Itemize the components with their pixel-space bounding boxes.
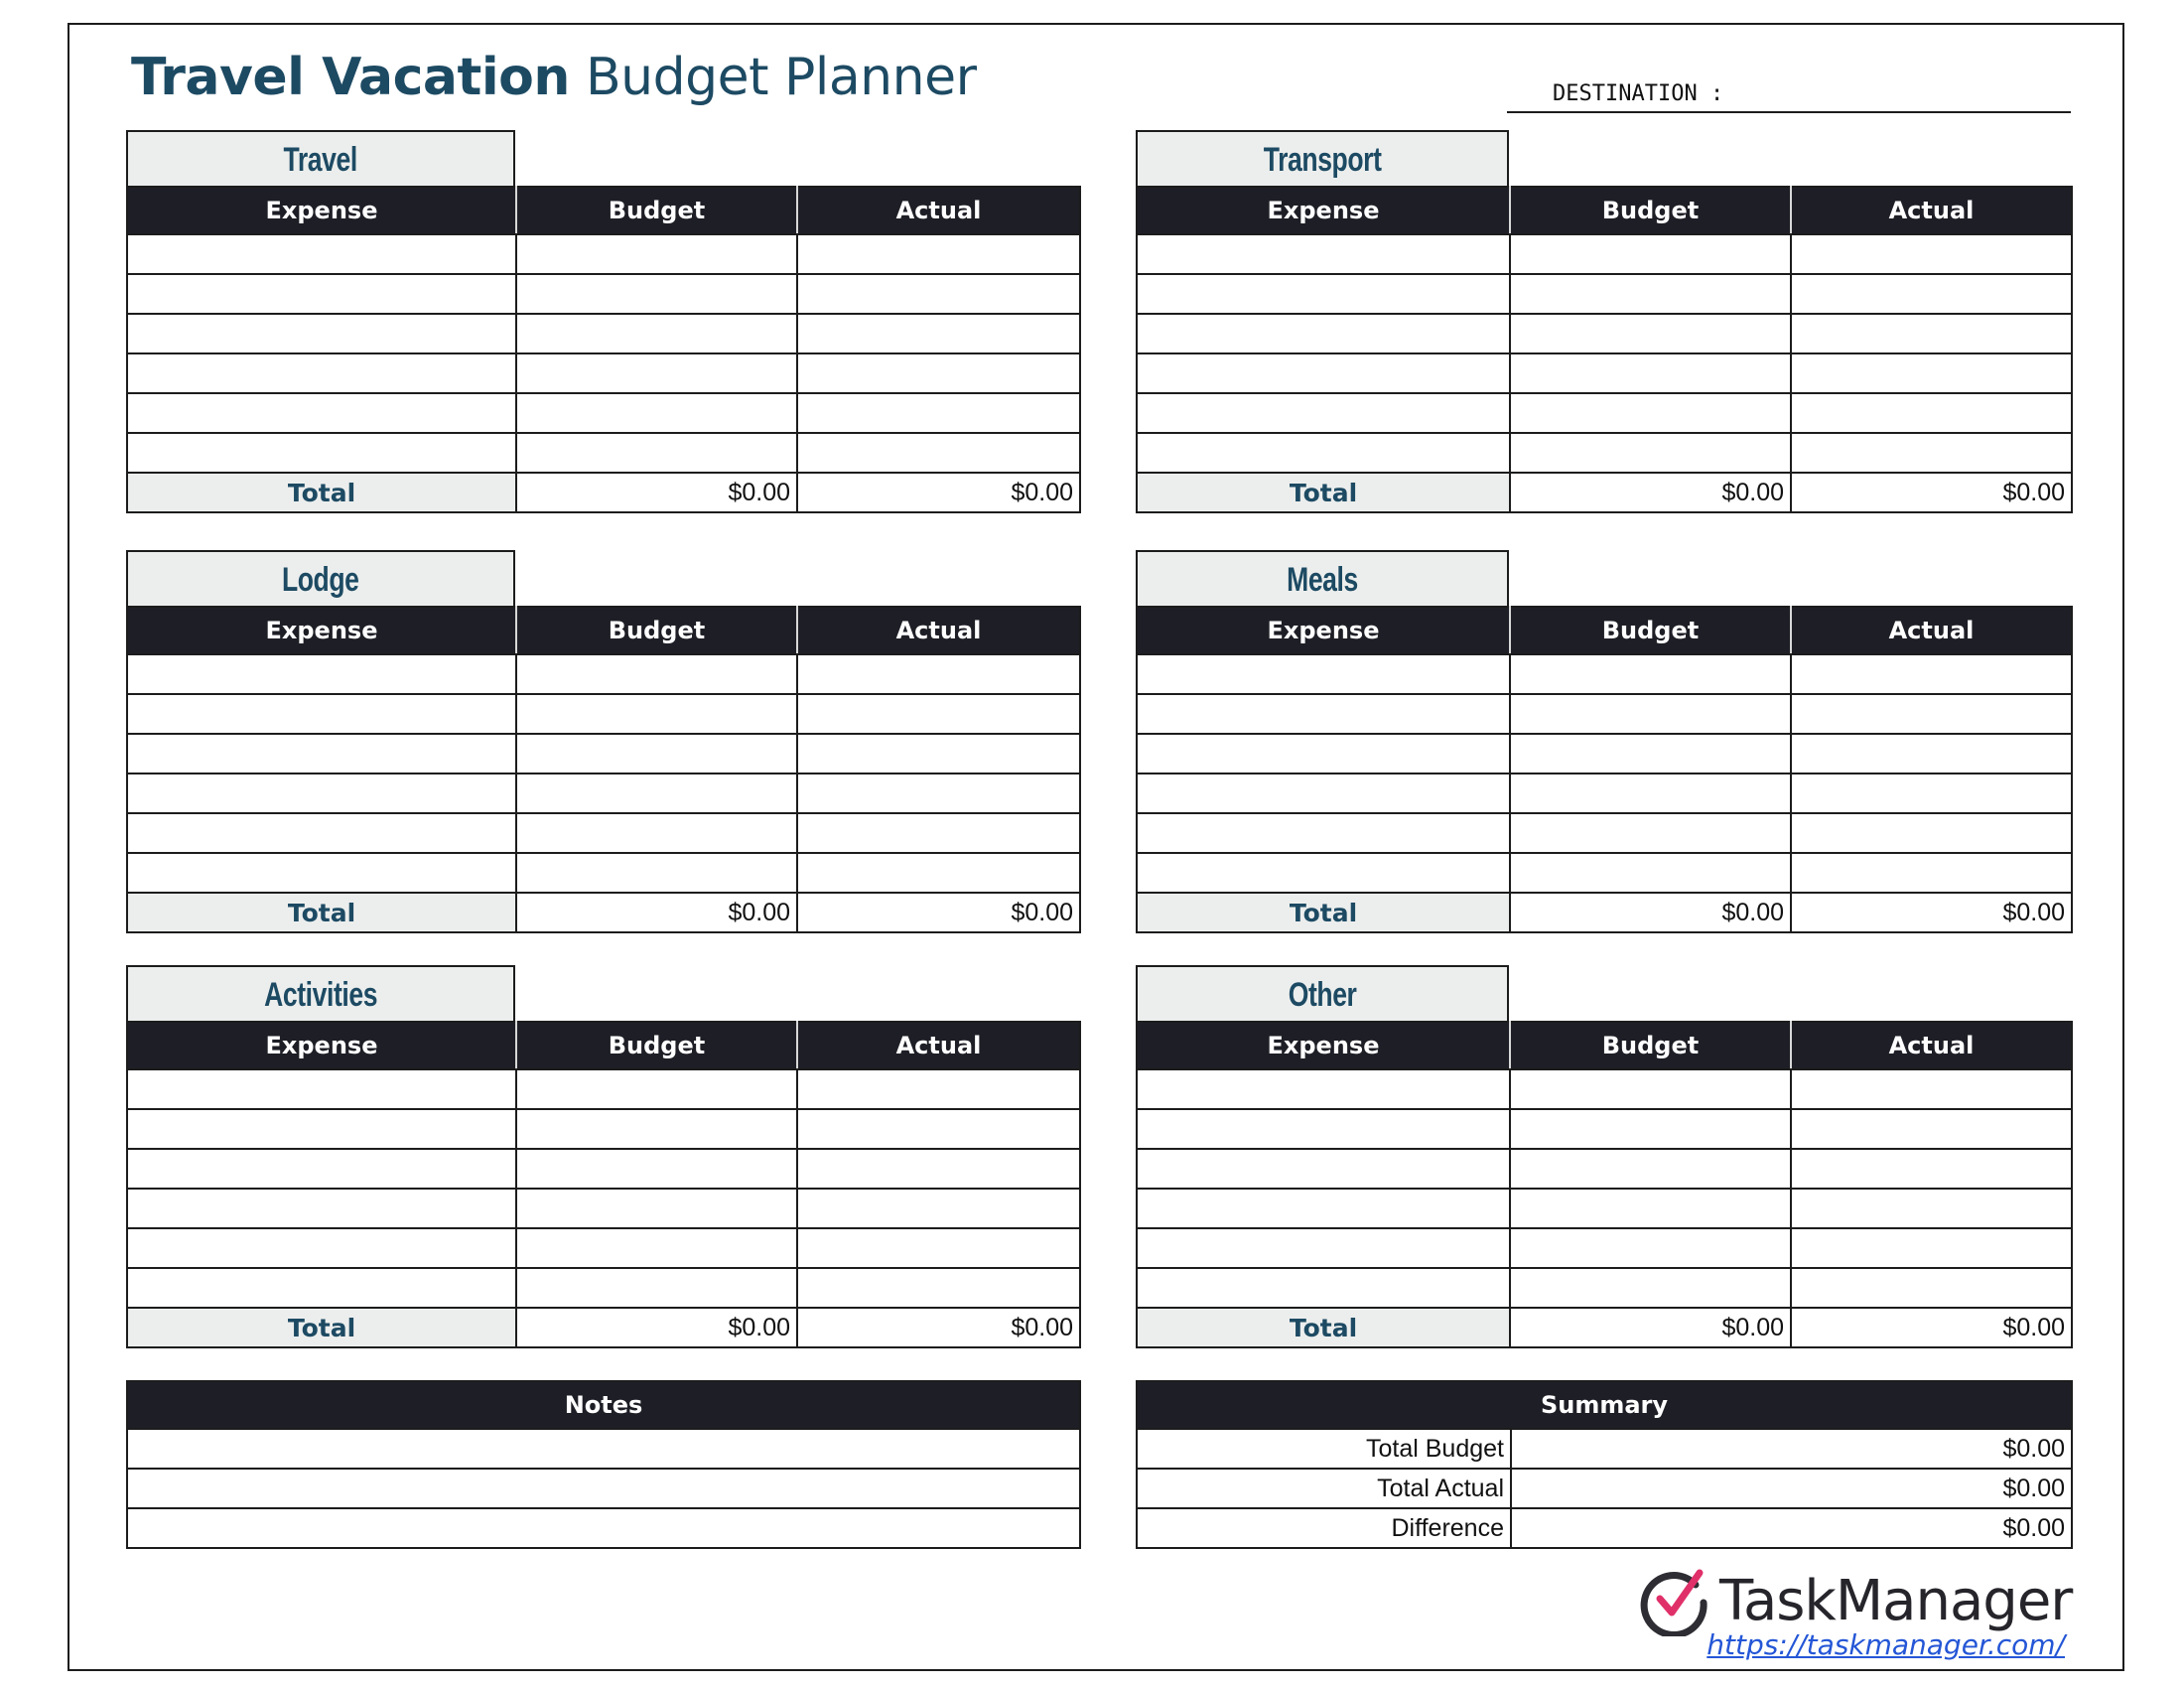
actual-cell[interactable] [797, 654, 1080, 694]
table-row [127, 774, 1080, 813]
expense-cell[interactable] [1137, 654, 1510, 694]
section-title-activities [126, 965, 515, 1023]
expense-cell[interactable] [1137, 1149, 1510, 1189]
table-row [127, 694, 1080, 734]
table-row [127, 314, 1080, 353]
table-row [127, 393, 1080, 433]
budget-total: $0.00 [1510, 1308, 1791, 1347]
actual-cell[interactable] [1791, 1189, 2072, 1228]
expense-cell[interactable] [1137, 813, 1510, 853]
total-row [1137, 1308, 2072, 1347]
actual-cell[interactable] [1791, 853, 2072, 893]
actual-cell[interactable] [1791, 1228, 2072, 1268]
actual-cell[interactable] [797, 1109, 1080, 1149]
actual-cell[interactable] [797, 734, 1080, 774]
expense-cell[interactable] [127, 654, 516, 694]
budget-total: $0.00 [516, 473, 797, 512]
expense-cell[interactable] [1137, 234, 1510, 274]
table-row [1137, 853, 2072, 893]
table-row [127, 1109, 1080, 1149]
actual-cell[interactable] [797, 433, 1080, 473]
budget-cell[interactable] [516, 1109, 797, 1149]
expense-cell[interactable] [127, 813, 516, 853]
table-row [1137, 694, 2072, 734]
expense-cell[interactable] [1137, 1228, 1510, 1268]
expense-cell[interactable] [1137, 774, 1510, 813]
budget-cell[interactable] [516, 813, 797, 853]
budget-cell[interactable] [516, 1228, 797, 1268]
total-label: Total [127, 473, 516, 512]
table-row [127, 813, 1080, 853]
expense-cell[interactable] [1137, 734, 1510, 774]
total-row [127, 1308, 1080, 1347]
budget-cell[interactable] [1510, 314, 1791, 353]
expense-cell[interactable] [127, 1109, 516, 1149]
travel-table [126, 186, 1081, 513]
table-row [127, 1069, 1080, 1109]
table-row [127, 1228, 1080, 1268]
budget-cell[interactable] [1510, 1228, 1791, 1268]
budget-cell[interactable] [516, 1069, 797, 1109]
expense-cell[interactable] [127, 853, 516, 893]
actual-total: $0.00 [1791, 1308, 2072, 1347]
header-row [127, 187, 1080, 234]
table-row [1137, 393, 2072, 433]
budget-cell[interactable] [516, 314, 797, 353]
table-row [127, 853, 1080, 893]
actual-cell[interactable] [1791, 654, 2072, 694]
expense-cell[interactable] [1137, 393, 1510, 433]
actual-cell[interactable] [1791, 314, 2072, 353]
actual-cell[interactable] [1791, 234, 2072, 274]
budget-cell[interactable] [516, 853, 797, 893]
actual-header: Actual [1791, 187, 2072, 234]
budget-cell[interactable] [1510, 1268, 1791, 1308]
actual-cell[interactable] [1791, 274, 2072, 314]
budget-header: Budget [1510, 187, 1791, 234]
budget-header: Budget [516, 607, 797, 654]
table-row [1137, 654, 2072, 694]
actual-header: Actual [1791, 1022, 2072, 1069]
table-row [1137, 774, 2072, 813]
table-row [1137, 234, 2072, 274]
notes-line[interactable] [127, 1429, 1080, 1469]
budget-cell[interactable] [516, 694, 797, 734]
budget-cell[interactable] [1510, 774, 1791, 813]
section-title-text: Travel [283, 140, 358, 179]
table-row [127, 274, 1080, 314]
expense-cell[interactable] [1137, 1109, 1510, 1149]
summary-total-budget-label: Total Budget [1137, 1429, 1511, 1469]
destination-label: DESTINATION : [1553, 81, 1724, 106]
table-row [1137, 1189, 2072, 1228]
other-table [1136, 1021, 2073, 1348]
actual-total: $0.00 [1791, 473, 2072, 512]
table-row [127, 654, 1080, 694]
table-row [127, 353, 1080, 393]
expense-cell[interactable] [127, 694, 516, 734]
total-label: Total [1137, 1308, 1510, 1347]
total-row [127, 893, 1080, 932]
expense-cell[interactable] [1137, 274, 1510, 314]
actual-cell[interactable] [797, 1189, 1080, 1228]
budget-header: Budget [516, 1022, 797, 1069]
actual-cell[interactable] [797, 234, 1080, 274]
title-regular: Budget Planner [585, 48, 977, 107]
destination-field[interactable] [1507, 79, 2071, 113]
actual-header: Actual [797, 1022, 1080, 1069]
section-title-text: Lodge [282, 560, 359, 599]
expense-header: Expense [127, 187, 516, 234]
budget-cell[interactable] [1510, 654, 1791, 694]
summary-header: Summary [1137, 1381, 2072, 1429]
table-row [127, 734, 1080, 774]
summary-table [1136, 1380, 2073, 1549]
budget-cell[interactable] [1510, 1149, 1791, 1189]
budget-total: $0.00 [516, 1308, 797, 1347]
expense-cell[interactable] [127, 353, 516, 393]
expense-cell[interactable] [127, 274, 516, 314]
transport-table [1136, 186, 2073, 513]
actual-cell[interactable] [797, 1268, 1080, 1308]
total-row [127, 473, 1080, 512]
expense-cell[interactable] [127, 1268, 516, 1308]
section-title-text: Meals [1287, 560, 1358, 599]
budget-cell[interactable] [1510, 393, 1791, 433]
budget-cell[interactable] [1510, 1189, 1791, 1228]
budget-cell[interactable] [516, 274, 797, 314]
budget-cell[interactable] [1510, 1069, 1791, 1109]
expense-cell[interactable] [1137, 853, 1510, 893]
expense-cell[interactable] [1137, 1268, 1510, 1308]
expense-header: Expense [1137, 1022, 1510, 1069]
notes-table [126, 1380, 1081, 1549]
budget-cell[interactable] [516, 654, 797, 694]
total-row [1137, 473, 2072, 512]
page-title [131, 46, 976, 109]
total-label: Total [1137, 893, 1510, 932]
checkmark-circle-icon [1638, 1563, 1711, 1636]
actual-cell[interactable] [1791, 1149, 2072, 1189]
expense-header: Expense [1137, 187, 1510, 234]
actual-total: $0.00 [797, 893, 1080, 932]
expense-cell[interactable] [1137, 433, 1510, 473]
summary-total-actual-label: Total Actual [1137, 1469, 1511, 1508]
actual-cell[interactable] [797, 1149, 1080, 1189]
section-title-text: Transport [1263, 140, 1382, 179]
summary-total-budget-value: $0.00 [1511, 1429, 2072, 1469]
budget-total: $0.00 [1510, 893, 1791, 932]
actual-cell[interactable] [1791, 433, 2072, 473]
budget-cell[interactable] [516, 353, 797, 393]
header-row [127, 607, 1080, 654]
notes-line[interactable] [127, 1508, 1080, 1548]
actual-cell[interactable] [797, 393, 1080, 433]
total-label: Total [1137, 473, 1510, 512]
actual-cell[interactable] [1791, 734, 2072, 774]
table-row [1137, 274, 2072, 314]
budget-cell[interactable] [1510, 353, 1791, 393]
expense-cell[interactable] [1137, 694, 1510, 734]
budget-header: Budget [1510, 607, 1791, 654]
title-bold: Travel Vacation [131, 48, 570, 107]
header-row [127, 1022, 1080, 1069]
expense-cell[interactable] [127, 314, 516, 353]
expense-cell[interactable] [1137, 314, 1510, 353]
actual-cell[interactable] [797, 1228, 1080, 1268]
brand-url-link[interactable]: https://taskmanager.com/ [1706, 1628, 2065, 1661]
budget-cell[interactable] [516, 234, 797, 274]
budget-cell[interactable] [516, 734, 797, 774]
budget-cell[interactable] [1510, 274, 1791, 314]
notes-header: Notes [127, 1381, 1080, 1429]
table-row [1137, 1228, 2072, 1268]
section-title-meals [1136, 550, 1509, 608]
table-row [1137, 433, 2072, 473]
table-row [127, 1268, 1080, 1308]
taskmanager-logo [1638, 1563, 2073, 1662]
notes-line[interactable] [127, 1469, 1080, 1508]
budget-cell[interactable] [516, 1149, 797, 1189]
summary-difference-value: $0.00 [1511, 1508, 2072, 1548]
actual-cell[interactable] [797, 774, 1080, 813]
actual-header: Actual [797, 187, 1080, 234]
table-row [1137, 353, 2072, 393]
actual-cell[interactable] [797, 274, 1080, 314]
expense-header: Expense [1137, 607, 1510, 654]
brand-name: TaskManager [1719, 1569, 2073, 1633]
total-label: Total [127, 1308, 516, 1347]
budget-cell[interactable] [1510, 813, 1791, 853]
table-row [127, 1189, 1080, 1228]
expense-cell[interactable] [127, 1149, 516, 1189]
expense-header: Expense [127, 1022, 516, 1069]
section-title-text: Activities [263, 975, 378, 1014]
header-row [1137, 187, 2072, 234]
table-row [1137, 734, 2072, 774]
expense-cell[interactable] [127, 234, 516, 274]
budget-cell[interactable] [1510, 853, 1791, 893]
expense-cell[interactable] [127, 774, 516, 813]
expense-cell[interactable] [127, 433, 516, 473]
actual-cell[interactable] [797, 314, 1080, 353]
actual-total: $0.00 [797, 1308, 1080, 1347]
lodge-table [126, 606, 1081, 933]
table-row [1137, 813, 2072, 853]
actual-total: $0.00 [1791, 893, 2072, 932]
budget-cell[interactable] [1510, 234, 1791, 274]
actual-cell[interactable] [1791, 774, 2072, 813]
total-label: Total [127, 893, 516, 932]
section-title-other [1136, 965, 1509, 1023]
expense-cell[interactable] [127, 1189, 516, 1228]
table-row [1137, 1149, 2072, 1189]
header-row [1137, 1022, 2072, 1069]
expense-cell[interactable] [127, 1228, 516, 1268]
actual-cell[interactable] [1791, 1109, 2072, 1149]
budget-cell[interactable] [1510, 694, 1791, 734]
meals-table [1136, 606, 2073, 933]
budget-cell[interactable] [516, 433, 797, 473]
table-row [127, 433, 1080, 473]
budget-cell[interactable] [1510, 1109, 1791, 1149]
expense-cell[interactable] [127, 393, 516, 433]
budget-total: $0.00 [516, 893, 797, 932]
table-row [127, 234, 1080, 274]
actual-total: $0.00 [797, 473, 1080, 512]
budget-cell[interactable] [1510, 734, 1791, 774]
table-row [1137, 314, 2072, 353]
actual-cell[interactable] [1791, 1268, 2072, 1308]
expense-cell[interactable] [127, 734, 516, 774]
actual-cell[interactable] [1791, 694, 2072, 734]
actual-cell[interactable] [1791, 813, 2072, 853]
actual-cell[interactable] [797, 813, 1080, 853]
expense-cell[interactable] [127, 1069, 516, 1109]
section-title-travel [126, 130, 515, 188]
activities-table [126, 1021, 1081, 1348]
summary-difference-label: Difference [1137, 1508, 1511, 1548]
budget-cell[interactable] [1510, 433, 1791, 473]
budget-cell[interactable] [516, 1189, 797, 1228]
table-row [1137, 1268, 2072, 1308]
expense-header: Expense [127, 607, 516, 654]
actual-cell[interactable] [797, 1069, 1080, 1109]
table-row [1137, 1069, 2072, 1109]
actual-cell[interactable] [1791, 1069, 2072, 1109]
expense-cell[interactable] [1137, 353, 1510, 393]
section-title-text: Other [1288, 975, 1357, 1014]
total-row [1137, 893, 2072, 932]
table-row [127, 1149, 1080, 1189]
header-row [1137, 607, 2072, 654]
section-title-lodge [126, 550, 515, 608]
summary-total-actual-value: $0.00 [1511, 1469, 2072, 1508]
expense-cell[interactable] [1137, 1189, 1510, 1228]
budget-total: $0.00 [1510, 473, 1791, 512]
actual-cell[interactable] [1791, 353, 2072, 393]
budget-cell[interactable] [516, 393, 797, 433]
actual-header: Actual [1791, 607, 2072, 654]
actual-header: Actual [797, 607, 1080, 654]
table-row [1137, 1109, 2072, 1149]
budget-cell[interactable] [516, 1268, 797, 1308]
actual-cell[interactable] [797, 353, 1080, 393]
budget-cell[interactable] [516, 774, 797, 813]
section-title-transport [1136, 130, 1509, 188]
budget-header: Budget [516, 187, 797, 234]
actual-cell[interactable] [1791, 393, 2072, 433]
actual-cell[interactable] [797, 853, 1080, 893]
expense-cell[interactable] [1137, 1069, 1510, 1109]
actual-cell[interactable] [797, 694, 1080, 734]
budget-header: Budget [1510, 1022, 1791, 1069]
